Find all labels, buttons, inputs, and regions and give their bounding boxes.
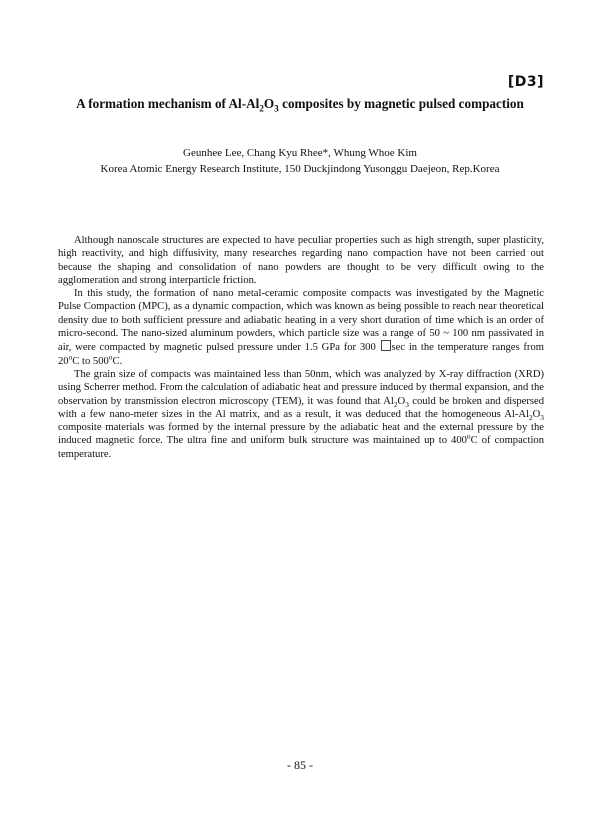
page-number: - 85 - — [287, 758, 313, 772]
abstract-paragraph-1: Although nanoscale structures are expected to have peculiar properties such as high strength, super plasticity, high reactivity, and high diffusivity, many researches regarding nano compaction have not been carried out because the shaping and consolidation of nano powders are thought to be very difficult owing to the agglomeration and strong interparticle friction. — [58, 235, 544, 286]
section-tag: [D3] — [507, 74, 544, 90]
abstract-paragraph-2: In this study, the formation of nano metal-ceramic composite compacts was investigated by the Magnetic Pulse Compaction (MPC), as a dynamic compaction, which was known as being possible to reach near theoretical density due to both sufficient pressure and adiabatic heating in a very short duration of time which is an order of micro-second. The nano-sized aluminum powders, which particle size was a range of 50 ~ 100 nm passivated in air, were compacted by magnetic pulsed pressure under 1.5 GPa for 300 sec in the temperature ranges from 20$^o$C to 500$^o$C. — [58, 288, 544, 367]
paper-title: A formation mechanism of $Al-Al_2O_3$ composites by magnetic pulsed compaction — [76, 96, 524, 114]
author-affiliation: Korea Atomic Energy Research Institute, 150 Duckjindong Yusonggu Daejeon, Rep.Korea — [100, 163, 500, 175]
author-list: Geunhee Lee, Chang Kyu Rhee*, Whung Whoe Kim — [183, 147, 417, 159]
missing-glyph-box-icon — [381, 340, 391, 351]
abstract-body — [58, 234, 544, 461]
abstract-paragraph-3: The grain size of compacts was maintained less than 50nm, which was analyzed by X-ray diffraction (XRD) using Scherrer method. From the calculation of adiabatic heat and pressure induced by thermal expansion, and the observation by transmission electron microscopy (TEM), it was found that $Al_2O_3$ could be broken and dispersed with a few nano-meter sizes in the Al matrix, and as a result, it was deduced that the homogeneous $Al-Al_2O_3$ composite materials was formed by the internal pressure by the adiabatic heat and the external pressure by the induced magnetic force. The ultra fine and uniform bulk structure was maintained up to 400$^o$C of compaction temperature. — [58, 368, 544, 460]
